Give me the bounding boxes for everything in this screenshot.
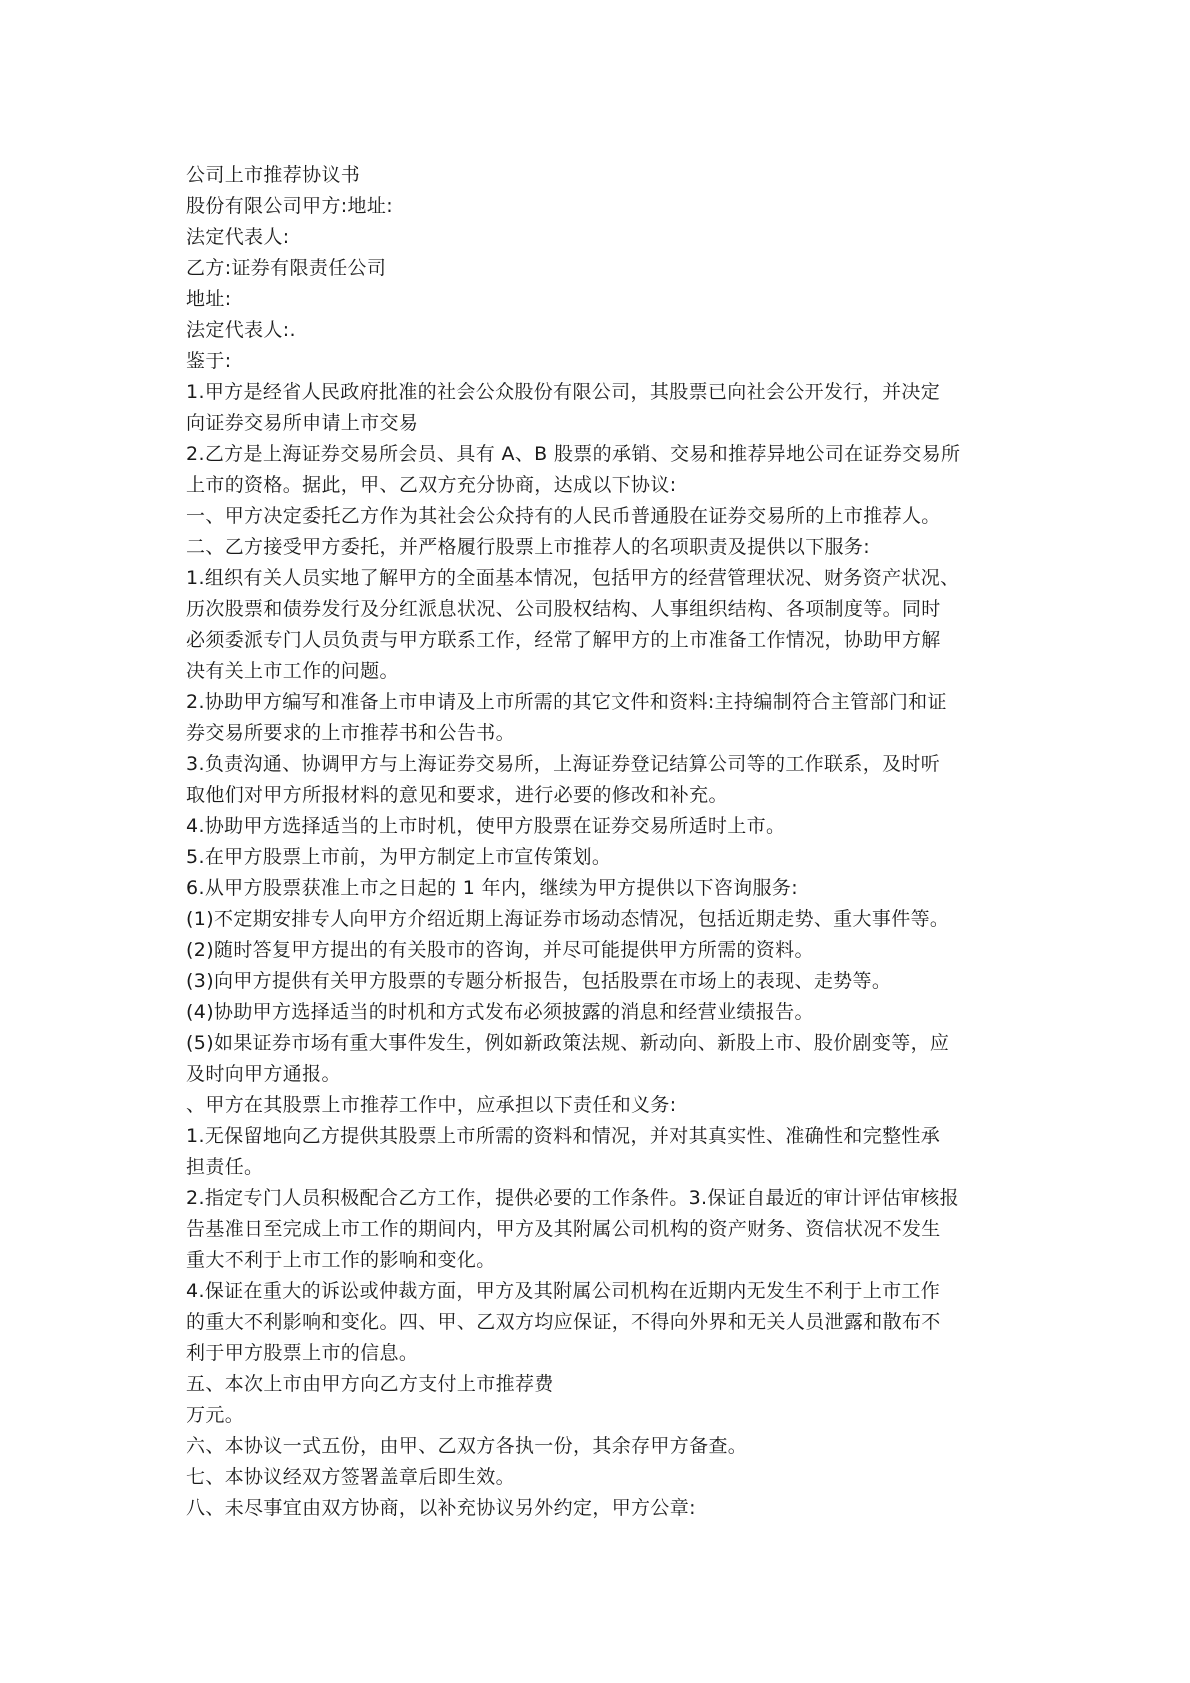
party-a-line: 股份有限公司甲方:地址: [186,195,394,217]
paragraph-line: 2.协助甲方编写和准备上市申请及上市所需的其它文件和资料:主持编制符合主管部门和证 [186,691,947,713]
paragraph-line: 4.保证在重大的诉讼或仲裁方面，甲方及其附属公司机构在近期内无发生不利于上市工作 [186,1280,941,1302]
paragraph-line: 2.乙方是上海证券交易所会员、具有 A、B 股票的承销、交易和推荐异地公司在证券交易所 [186,443,961,465]
party-a-representative: 法定代表人: [186,226,290,248]
clause-five: 五、本次上市由甲方向乙方支付上市推荐费 [186,1373,554,1395]
paragraph-line: 券交易所要求的上市推荐书和公告书。 [186,722,515,744]
paragraph-line: (2)随时答复甲方提出的有关股市的咨询，并尽可能提供甲方所需的资料。 [186,939,814,961]
clause-three: 、甲方在其股票上市推荐工作中，应承担以下责任和义务: [186,1094,677,1116]
party-b-line: 乙方:证券有限责任公司 [186,257,387,279]
paragraph-line: 5.在甲方股票上市前，为甲方制定上市宣传策划。 [186,846,612,868]
paragraph-line: 的重大不利影响和变化。四、甲、乙双方均应保证，不得向外界和无关人员泄露和散布不 [186,1311,941,1333]
paragraph-line: (4)协助甲方选择适当的时机和方式发布必须披露的消息和经营业绩报告。 [186,1001,814,1023]
paragraph-line: 上市的资格。据此，甲、乙双方充分协商，达成以下协议: [186,474,677,496]
paragraph-line: 2.指定专门人员积极配合乙方工作，提供必要的工作条件。3.保证自最近的审计评估审核报 [186,1187,959,1209]
clause-one: 一、甲方决定委托乙方作为其社会公众持有的人民币普通股在证券交易所的上市推荐人。 [186,505,941,527]
paragraph-line: 1.组织有关人员实地了解甲方的全面基本情况，包括甲方的经营管理状况、财务资产状况、 [186,567,960,589]
paragraph-line: 担责任。 [186,1156,264,1178]
clause-seven: 七、本协议经双方签署盖章后即生效。 [186,1466,515,1488]
paragraph-line: 6.从甲方股票获准上市之日起的 1 年内，继续为甲方提供以下咨询服务: [186,877,798,899]
paragraph-line: 必须委派专门人员负责与甲方联系工作，经常了解甲方的上市准备工作情况，协助甲方解 [186,629,941,651]
paragraph-line: 告基准日至完成上市工作的期间内，甲方及其附属公司机构的资产财务、资信状况不发生 [186,1218,941,1240]
clause-two: 二、乙方接受甲方委托，并严格履行股票上市推荐人的名项职责及提供以下服务: [186,536,871,558]
paragraph-line: (5)如果证券市场有重大事件发生，例如新政策法规、新动向、新股上市、股价剧变等，应 [186,1032,950,1054]
paragraph-line: 及时向甲方通报。 [186,1063,341,1085]
party-b-address: 地址: [186,288,232,310]
paragraph-line: (1)不定期安排专人向甲方介绍近期上海证券市场动态情况，包括近期走势、重大事件等。 [186,908,950,930]
paragraph-line: 决有关上市工作的问题。 [186,660,399,682]
party-b-representative: 法定代表人:. [186,319,296,341]
document-title: 公司上市推荐协议书 [186,164,361,186]
paragraph-line: 3.负责沟通、协调甲方与上海证券交易所，上海证券登记结算公司等的工作联系，及时听 [186,753,941,775]
paragraph-line: 向证券交易所申请上市交易 [186,412,419,434]
document-body [186,160,1026,1524]
paragraph-line: (3)向甲方提供有关甲方股票的专题分析报告，包括股票在市场上的表现、走势等。 [186,970,892,992]
paragraph-line: 1.甲方是经省人民政府批准的社会公众股份有限公司，其股票已向社会公开发行，并决定 [186,381,941,403]
paragraph-line: 重大不利于上市工作的影响和变化。 [186,1249,496,1271]
clause-six: 六、本协议一式五份，由甲、乙双方各执一份，其余存甲方备查。 [186,1435,748,1457]
whereas-heading: 鉴于: [186,350,232,372]
paragraph-line: 1.无保留地向乙方提供其股票上市所需的资料和情况，并对其真实性、准确性和完整性承 [186,1125,941,1147]
paragraph-line: 取他们对甲方所报材料的意见和要求，进行必要的修改和补充。 [186,784,728,806]
clause-eight: 八、未尽事宜由双方协商，以补充协议另外约定，甲方公章: [186,1497,696,1519]
paragraph-line: 利于甲方股票上市的信息。 [186,1342,419,1364]
paragraph-line: 4.协助甲方选择适当的上市时机，使甲方股票在证券交易所适时上市。 [186,815,786,837]
fee-amount: 万元。 [186,1404,245,1426]
paragraph-line: 历次股票和债券发行及分红派息状况、公司股权结构、人事组织结构、各项制度等。同时 [186,598,941,620]
